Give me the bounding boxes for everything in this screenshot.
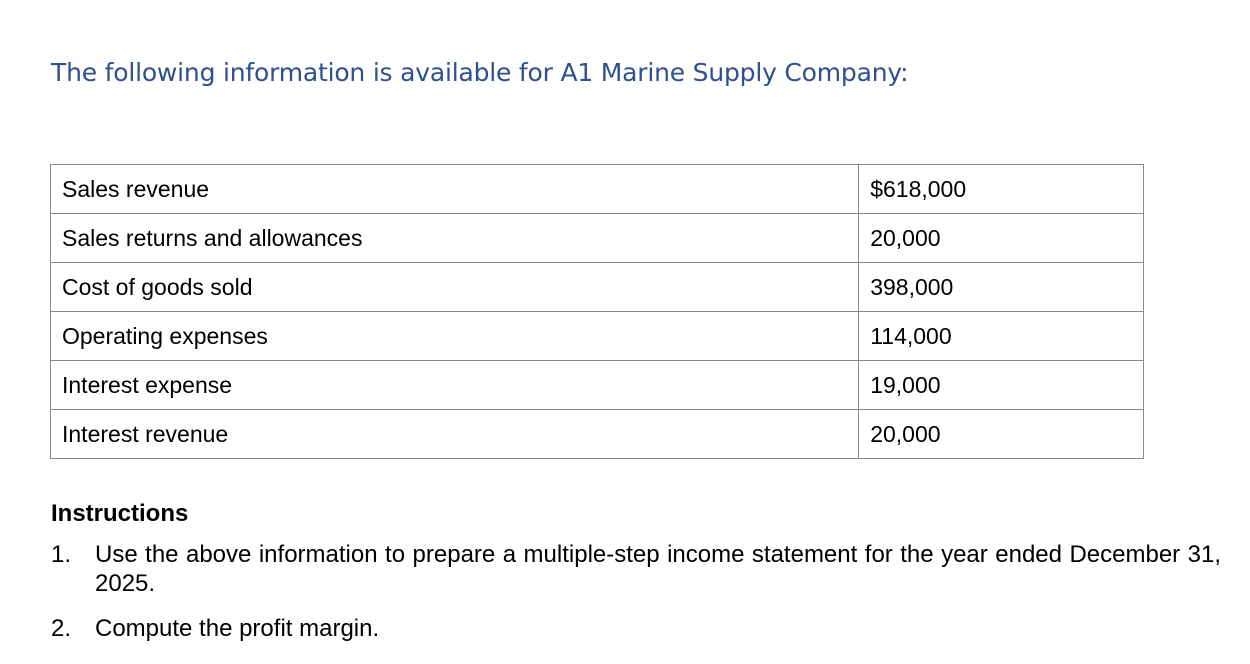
row-label: Cost of goods sold	[51, 263, 859, 312]
row-label: Sales returns and allowances	[51, 214, 859, 263]
table-row	[51, 410, 1144, 459]
row-value: $618,000	[859, 165, 1144, 214]
instructions-list	[51, 540, 1221, 643]
financial-data-table	[50, 164, 1144, 459]
row-value: 20,000	[859, 214, 1144, 263]
item-text: Use the above information to prepare a multiple-step income statement for the year ended December 31, 2025.	[95, 541, 1221, 597]
table-row	[51, 312, 1144, 361]
item-number: 1.	[51, 541, 72, 568]
row-value: 20,000	[859, 410, 1144, 459]
row-label: Sales revenue	[51, 165, 859, 214]
row-label: Interest revenue	[51, 410, 859, 459]
item-text: Compute the profit margin.	[95, 615, 380, 642]
list-item	[51, 614, 1221, 643]
row-value: 398,000	[859, 263, 1144, 312]
table-row	[51, 263, 1144, 312]
list-item	[51, 540, 1221, 598]
row-label: Operating expenses	[51, 312, 859, 361]
item-number: 2.	[51, 615, 72, 642]
table-row	[51, 165, 1144, 214]
row-value: 114,000	[859, 312, 1144, 361]
instructions-title: Instructions	[51, 500, 189, 527]
row-label: Interest expense	[51, 361, 859, 410]
row-value: 19,000	[859, 361, 1144, 410]
table-row	[51, 361, 1144, 410]
table-row	[51, 214, 1144, 263]
page-heading: The following information is available for A1 Marine Supply Company:	[51, 58, 909, 87]
